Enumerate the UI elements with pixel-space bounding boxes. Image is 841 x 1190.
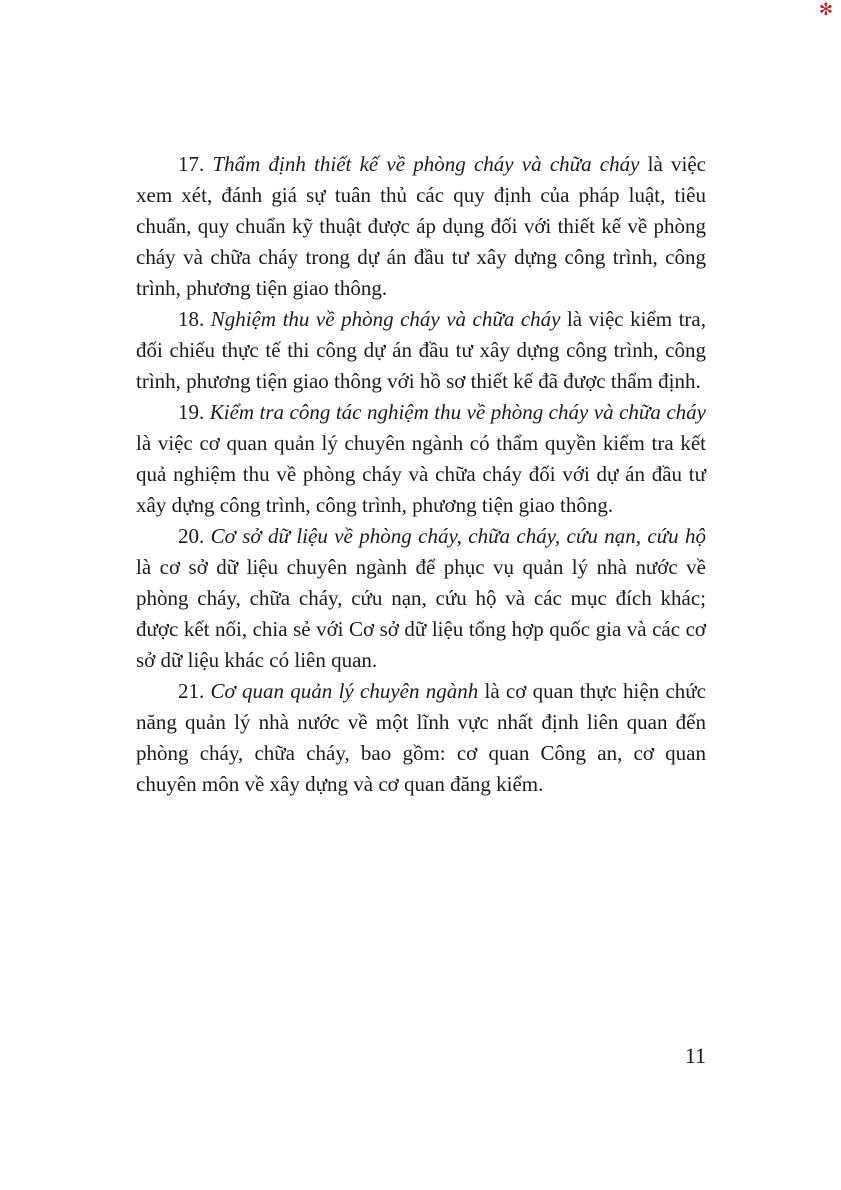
paragraph-definition-21 (136, 676, 706, 800)
paragraph-definition-18 (136, 304, 706, 397)
paragraph-number: 19. (178, 400, 210, 424)
paragraph-definition-17 (136, 149, 706, 304)
paragraph-text: là việc xem xét, đánh giá sự tuân thủ các quy định của pháp luật, tiêu chuẩn, quy chuẩn kỹ thuật được áp dụng đối với thiết kế về phòng cháy và chữa cháy trong dự án đầu tư xây dựng công trình, công trình, phương tiện giao thông. (136, 152, 706, 300)
defined-term: Thẩm định thiết kế về phòng cháy và chữa cháy (212, 152, 640, 176)
paragraph-number: 21. (178, 679, 211, 703)
paragraph-definition-19 (136, 397, 706, 521)
defined-term: Kiểm tra công tác nghiệm thu về phòng cháy và chữa cháy (209, 400, 706, 424)
defined-term: Cơ quan quản lý chuyên ngành (210, 679, 479, 703)
defined-term: Nghiệm thu về phòng cháy và chữa cháy (210, 307, 561, 331)
page-content (136, 149, 706, 800)
page-number: 11 (684, 1043, 706, 1068)
paragraph-text: là cơ quan thực hiện chức năng quản lý nhà nước về một lĩnh vực nhất định liên quan đến phòng cháy, chữa cháy, bao gồm: cơ quan Công an, cơ quan chuyên môn về xây dựng và cơ quan đăng kiểm. (136, 679, 706, 796)
paragraph-text: là việc cơ quan quản lý chuyên ngành có thẩm quyền kiểm tra kết quả nghiệm thu về phòng cháy và chữa cháy đối với dự án đầu tư xây dựng công trình, công trình, phương tiện giao thông. (136, 431, 706, 517)
flower-icon: ✻ (818, 0, 833, 20)
paragraph-number: 17. (178, 152, 213, 176)
defined-term: Cơ sở dữ liệu về phòng cháy, chữa cháy, cứu nạn, cứu hộ (210, 524, 707, 548)
paragraph-text: là việc kiểm tra, đối chiếu thực tế thi công dự án đầu tư xây dựng công trình, công trình, phương tiện giao thông với hồ sơ thiết kế đã được thẩm định. (136, 307, 706, 393)
paragraph-number: 20. (178, 524, 211, 548)
paragraph-number: 18. (178, 307, 211, 331)
paragraph-definition-20 (136, 521, 706, 676)
paragraph-text: là cơ sở dữ liệu chuyên ngành để phục vụ quản lý nhà nước về phòng cháy, chữa cháy, cứu nạn, cứu hộ và các mục đích khác; được kết nối, chia sẻ với Cơ sở dữ liệu tổng hợp quốc gia và các cơ sở dữ liệu khác có liên quan. (136, 555, 706, 672)
